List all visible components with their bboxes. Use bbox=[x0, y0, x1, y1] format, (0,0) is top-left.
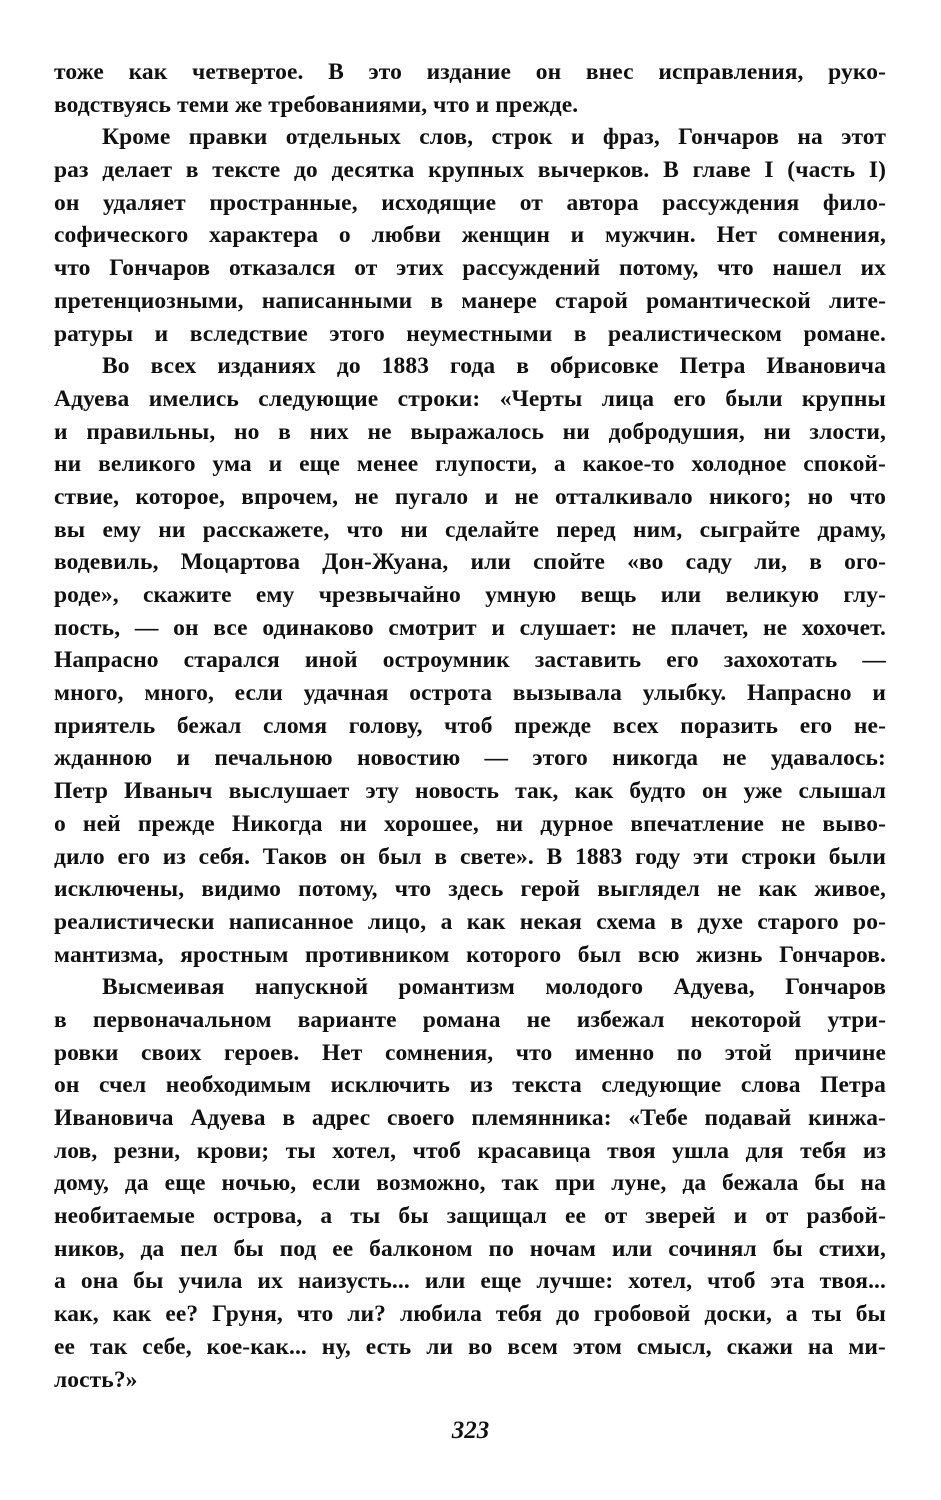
text-line: тоже как четвертое. В это издание он внес исправления, руко- bbox=[54, 59, 886, 85]
text-line: Во всех изданиях до 1883 года в обрисовке Петра Ивановича bbox=[102, 353, 886, 380]
text-line: мантизма, яростным противником которого был всю жизнь Гончаров. bbox=[54, 941, 886, 968]
page-number: 323 bbox=[451, 1417, 490, 1444]
text-line: что Гончаров отказался от этих рассуждений потому, что нашел их bbox=[54, 255, 886, 282]
text-line: софического характера о любви женщин и мужчин. Нет сомнения, bbox=[54, 222, 886, 249]
text-line: Напрасно старался иной остроумник заставить его захохотать — bbox=[54, 647, 886, 674]
text-line: лов, резни, крови; ты хотел, чтоб красавица твоя ушла для тебя из bbox=[54, 1137, 886, 1164]
text-line: в первоначальном варианте романа не избежал некоторой утри- bbox=[54, 1006, 886, 1033]
text-line: претенциозными, написанными в манере старой романтической лите- bbox=[54, 287, 886, 314]
text-line: Адуева имелись следующие строки: «Черты лица его были крупны bbox=[54, 385, 886, 412]
text-line: ее так себе, кое-как... ну, есть ли во всем этом смысл, скажи на ми- bbox=[54, 1333, 886, 1360]
paragraph-4 bbox=[54, 971, 886, 1396]
text-line: раз делает в тексте до десятка крупных вычерков. В главе I (часть I) bbox=[54, 157, 886, 184]
text-line: а она бы учила их наизусть... или еще лучше: хотел, чтоб эта твоя... bbox=[54, 1268, 886, 1295]
text-line: дило его из себя. Таков он был в свете». В 1883 году эти строки были bbox=[54, 843, 886, 870]
text-line: приятель бежал сломя голову, чтоб прежде всех поразить его не- bbox=[54, 712, 886, 739]
text-line: о ней прежде Никогда ни хорошее, ни дурное впечатление не выво- bbox=[54, 810, 886, 837]
text-line: жданною и печальною новостию — этого никогда не удавалось: bbox=[54, 745, 886, 772]
text-line: он счел необходимым исключить из текста следующие слова Петра bbox=[54, 1072, 886, 1099]
text-line: водевиль, Моцартова Дон-Жуана, или спойте «во саду ли, в ого- bbox=[54, 549, 886, 576]
text-line: Высмеивая напускной романтизм молодого Адуева, Гончаров bbox=[102, 974, 886, 1001]
text-line: как, как ее? Груня, что ли? любила тебя до гробовой доски, а ты бы bbox=[54, 1301, 886, 1328]
text-line: ников, да пел бы под ее балконом по ночам или сочинял бы стихи, bbox=[54, 1235, 886, 1262]
paragraph-2 bbox=[54, 121, 886, 350]
text-line: реалистически написанное лицо, а как некая схема в духе старого ро- bbox=[54, 908, 886, 935]
text-line: Петр Иваныч выслушает эту новость так, как будто он уже слышал bbox=[54, 778, 886, 805]
text-line: он удаляет пространные, исходящие от автора рассуждения фило- bbox=[54, 189, 886, 216]
page-body bbox=[54, 56, 886, 1396]
text-line: ни великого ума и еще менее глупости, а какое-то холодное спокой- bbox=[54, 451, 886, 478]
text-line: дому, да еще ночью, если возможно, так при луне, да бежала бы на bbox=[54, 1170, 886, 1197]
paragraph-1 bbox=[54, 56, 886, 121]
text-line: необитаемые острова, а ты бы защищал ее от зверей и от разбой- bbox=[54, 1203, 886, 1230]
text-line: ровки своих героев. Нет сомнения, что именно по этой причине bbox=[54, 1039, 886, 1066]
text-line: и правильны, но в них не выражалось ни добродушия, ни злости, bbox=[54, 418, 886, 445]
text-line: много, много, если удачная острота вызывала улыбку. Напрасно и bbox=[54, 680, 886, 707]
text-line: Кроме правки отдельных слов, строк и фраз, Гончаров на этот bbox=[102, 124, 886, 151]
text-line: роде», скажите ему чрезвычайно умную вещь или великую глу- bbox=[54, 582, 886, 608]
text-line: лость?» bbox=[54, 1366, 138, 1393]
text-line: вы ему ни расскажете, что ни сделайте перед ним, сыграйте драму, bbox=[54, 516, 886, 543]
text-line: ствие, которое, впрочем, не пугало и не отталкивало никого; но что bbox=[54, 483, 886, 510]
text-line: исключены, видимо потому, что здесь герой выглядел не как живое, bbox=[54, 876, 886, 903]
text-line: водствуясь теми же требованиями, что и прежде. bbox=[54, 91, 579, 118]
text-line: пость, — он все одинаково смотрит и слушает: не плачет, не хохочет. bbox=[54, 614, 886, 641]
text-line: ратуры и вследствие этого неуместными в реалистическом романе. bbox=[54, 320, 886, 347]
text-line: Ивановича Адуева в адрес своего племянника: «Тебе подавай кинжа- bbox=[54, 1105, 886, 1131]
paragraph-3 bbox=[54, 350, 886, 971]
